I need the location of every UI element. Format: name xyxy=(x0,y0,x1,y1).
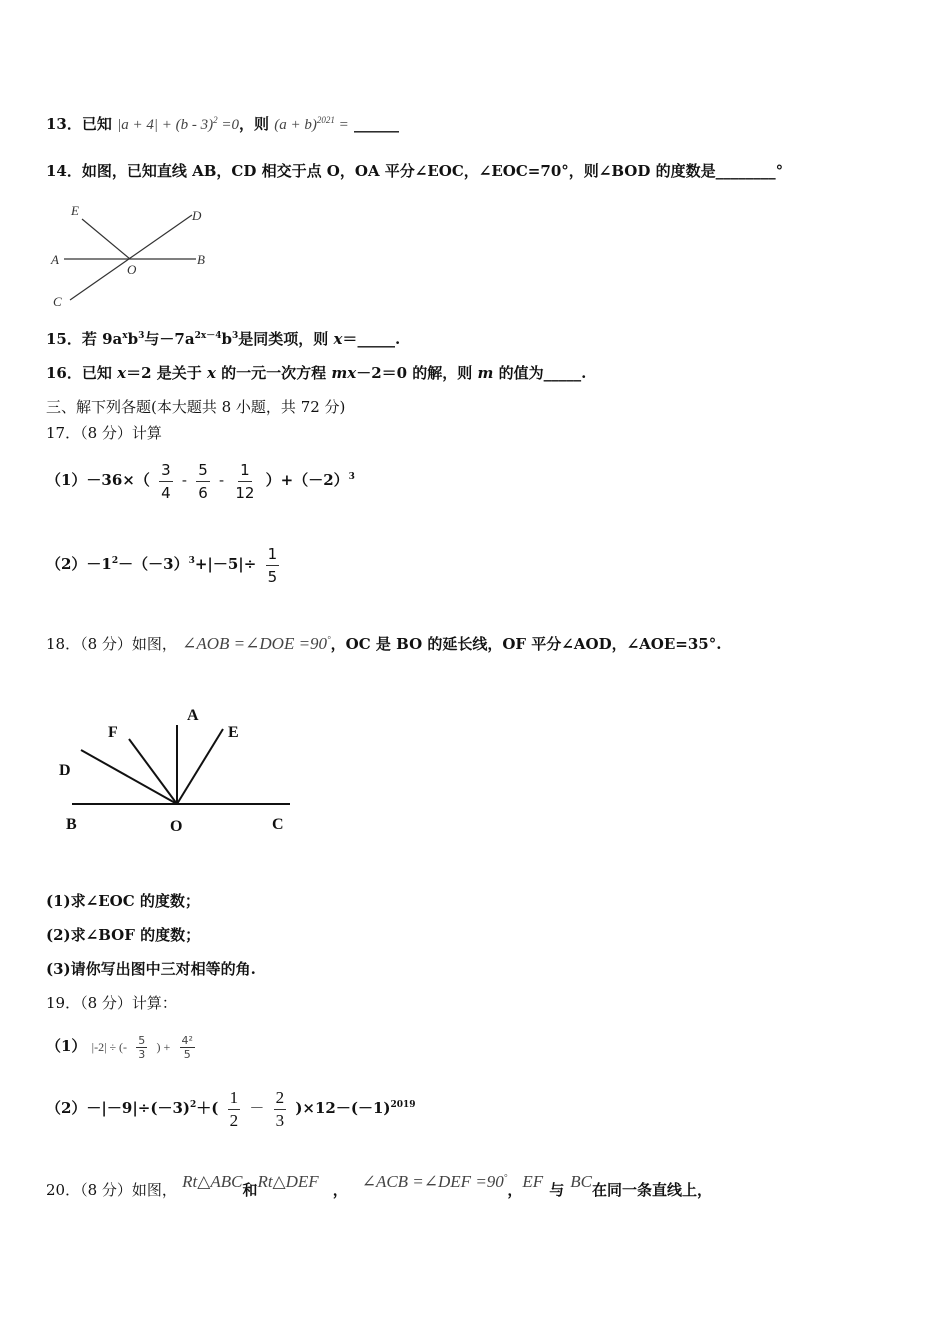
q13-expr-2-rhs: = xyxy=(338,117,349,133)
fraction-denominator: 12 xyxy=(235,483,255,502)
q17-p1-fraction-1 xyxy=(159,459,173,504)
q14-figure xyxy=(46,198,221,310)
q17-p2-fraction xyxy=(266,543,280,588)
q17-p1-fraction-2 xyxy=(196,459,210,504)
fraction-numerator: 5 xyxy=(196,459,210,482)
q17-p1-label: （1）－36×（ xyxy=(46,471,150,489)
section-3-heading: 三、解下列各题(本大题共 8 小题，共 72 分) xyxy=(46,398,346,416)
q16-text-3: 的一元一次方程 xyxy=(215,364,332,382)
q17-p1-operator-2: - xyxy=(219,471,225,489)
q16-var-1: x xyxy=(117,364,127,382)
ray-oe xyxy=(177,729,223,804)
question-20 xyxy=(46,1172,712,1200)
q20-expr-angles xyxy=(362,1172,508,1191)
q18-text-1: 18．（8 分）如图， xyxy=(46,635,177,653)
fraction-denominator: 5 xyxy=(267,567,278,586)
fraction-numerator: 5 xyxy=(138,1033,146,1047)
q13-expr-2-base: (a + b) xyxy=(274,117,317,133)
q13-expr-1-sup: 2 xyxy=(213,115,218,125)
q16-text-5: 的值为 xyxy=(493,364,544,382)
q15-text-4: b xyxy=(221,330,232,348)
q18-expr-sup: ° xyxy=(327,634,331,645)
fraction-numerator: 2 xyxy=(274,1087,287,1110)
q18-expr-base: ∠AOB =∠DOE =90 xyxy=(182,634,328,653)
q16-var-3: mx xyxy=(331,364,357,382)
q20-text-6: 在同一条直线上， xyxy=(591,1181,712,1199)
q19-p2-sup-1: 2 xyxy=(190,1100,197,1110)
q20-text-2: 和 xyxy=(242,1181,258,1199)
q13-expr-1-rhs: =0 xyxy=(221,117,239,133)
q17-p1-operator-1: - xyxy=(181,471,187,489)
q14-answer-blank: ________ xyxy=(715,162,776,180)
q19-p1-fraction-1 xyxy=(136,1034,147,1061)
q20-expr-rt-abc: Rt△ABC xyxy=(182,1172,243,1191)
q17-part-1 xyxy=(46,456,355,504)
q20-text-5: 与 xyxy=(549,1181,565,1199)
q18-sub-1: (1)求∠EOC 的度数； xyxy=(46,892,200,910)
label-e: E xyxy=(228,724,239,741)
question-16 xyxy=(46,363,586,383)
q13-expr-2 xyxy=(274,117,349,133)
fraction-numerator: 3 xyxy=(159,459,173,482)
q18-text-2: ，OC 是 BO 的延长线，OF 平分∠AOD，∠AOE=35°. xyxy=(330,635,722,653)
label-a: A xyxy=(187,707,199,724)
q16-text-2: ＝2 是关于 xyxy=(126,364,207,382)
q15-sup-2: 3 xyxy=(138,331,145,341)
label-c: C xyxy=(272,816,284,833)
q15-end: . xyxy=(394,330,401,348)
q19-p2-fraction-2 xyxy=(274,1087,287,1132)
q20-expr-angles-sup: ° xyxy=(503,1172,508,1183)
q17-p1-sup: 3 xyxy=(348,472,355,482)
q17-p2-sup-1: 2 xyxy=(111,556,119,566)
q13-answer-blank: ______ xyxy=(353,115,399,133)
label-o: O xyxy=(170,818,183,835)
line-cd xyxy=(70,215,192,300)
question-15 xyxy=(46,329,400,349)
q17-p2-label: （2）－1 xyxy=(46,555,112,573)
question-13 xyxy=(46,114,399,135)
q15-answer-blank: _____ xyxy=(357,330,395,348)
fraction-denominator: 5 xyxy=(183,1047,191,1061)
label-b: B xyxy=(197,252,205,267)
q15-variable: x xyxy=(333,330,343,348)
q17-p2-mid: －（－3） xyxy=(118,555,189,573)
q19-p2-mid: ＋( xyxy=(196,1099,219,1117)
q15-text-1: 15．若 9a xyxy=(46,330,123,348)
q16-text-1: 16．已知 xyxy=(46,364,118,382)
q15-sup-1: x xyxy=(122,331,128,341)
q16-answer-blank: _____ xyxy=(543,364,582,382)
q19-p1-expr-1: |-2| ÷ (- xyxy=(91,1040,128,1054)
q19-part-1 xyxy=(46,1026,199,1067)
q17-part-2 xyxy=(46,540,283,588)
q19-p2-sup-2: 2019 xyxy=(390,1100,416,1110)
q13-number: 13． xyxy=(46,115,82,133)
q15-text-6: ＝ xyxy=(342,330,358,348)
fraction-denominator: 4 xyxy=(161,483,171,502)
question-19-title: 19．（8 分）计算： xyxy=(46,994,177,1012)
q20-text-1: 20．（8 分）如图， xyxy=(46,1181,177,1199)
ray-od xyxy=(81,750,177,804)
fraction-denominator: 6 xyxy=(198,483,208,502)
fraction-denominator: 3 xyxy=(138,1047,146,1061)
q17-p1-fraction-3 xyxy=(233,459,256,504)
q15-sup-4: 3 xyxy=(231,331,239,341)
q13-text: 已知 xyxy=(81,115,112,133)
q14-text: 14．如图，已知直线 AB，CD 相交于点 O，OA 平分∠EOC，∠EOC=70°，则∠BOD 的度数是 xyxy=(46,162,716,180)
q15-text-5: 是同类项，则 xyxy=(238,330,334,348)
fraction-numerator: 1 xyxy=(228,1087,241,1110)
label-d: D xyxy=(59,762,71,779)
ray-of xyxy=(129,739,177,804)
q13-expr-1-base: |a + 4| + (b - 3) xyxy=(117,117,214,133)
q18-sub-3: (3)请你写出图中三对相等的角. xyxy=(46,960,256,978)
q19-p2-operator: － xyxy=(249,1099,265,1117)
q20-expr-rt-def: Rt△DEF xyxy=(257,1172,319,1191)
q20-expr-ef: EF xyxy=(522,1172,544,1191)
label-o: O xyxy=(127,262,137,277)
label-e: E xyxy=(71,203,79,218)
q16-text-4: －2＝0 的解，则 xyxy=(356,364,478,382)
ray-oe xyxy=(82,219,130,259)
q19-p1-label: （1） xyxy=(46,1037,87,1055)
label-f: F xyxy=(108,724,118,741)
q14-end: ° xyxy=(775,162,784,180)
label-d: D xyxy=(192,208,202,223)
q13-text-2: ，则 xyxy=(238,115,269,133)
q15-sup-3: 2x－4 xyxy=(194,331,222,341)
q18-sub-2: (2)求∠BOF 的度数； xyxy=(46,926,201,944)
question-14 xyxy=(46,161,783,181)
fraction-denominator: 2 xyxy=(229,1110,239,1130)
question-17-title: 17．（8 分）计算 xyxy=(46,424,162,442)
q15-text-2: b xyxy=(127,330,139,348)
question-18 xyxy=(46,634,721,654)
q16-var-2: x xyxy=(206,364,216,382)
q20-expr-angles-base: ∠ACB =∠DEF =90 xyxy=(361,1172,504,1191)
q13-expr-1 xyxy=(117,117,239,133)
q16-var-4: m xyxy=(477,364,494,382)
fraction-numerator: 4² xyxy=(181,1033,193,1047)
q19-p2-fraction-1 xyxy=(228,1087,241,1132)
q20-text-4: ， xyxy=(507,1181,523,1199)
q17-p2-sup-2: 3 xyxy=(188,556,195,566)
q17-p2-tail: +|－5|÷ xyxy=(194,555,257,573)
fraction-numerator: 1 xyxy=(266,543,280,566)
q13-expr-2-sup: 2021 xyxy=(316,115,335,125)
q16-end: . xyxy=(581,364,587,382)
q19-p1-fraction-2 xyxy=(180,1034,195,1061)
q19-p1-expr-2: ) + xyxy=(156,1040,171,1054)
label-c: C xyxy=(53,294,62,309)
q18-expr xyxy=(182,634,331,653)
q19-p2-tail: )×12－(－1) xyxy=(295,1099,391,1117)
q19-part-2 xyxy=(46,1084,416,1132)
fraction-denominator: 3 xyxy=(275,1110,285,1130)
label-b: B xyxy=(66,816,77,833)
q20-text-3: ， xyxy=(332,1181,348,1199)
fraction-numerator: 1 xyxy=(238,459,252,482)
q20-expr-bc: BC xyxy=(570,1172,592,1191)
q17-p1-tail: ）+（－2） xyxy=(265,471,349,489)
q15-text-3: 与－7a xyxy=(144,330,195,348)
q18-figure xyxy=(50,695,300,840)
q19-p2-label: （2）－|－9|÷(－3) xyxy=(46,1099,190,1117)
label-a: A xyxy=(51,252,59,267)
